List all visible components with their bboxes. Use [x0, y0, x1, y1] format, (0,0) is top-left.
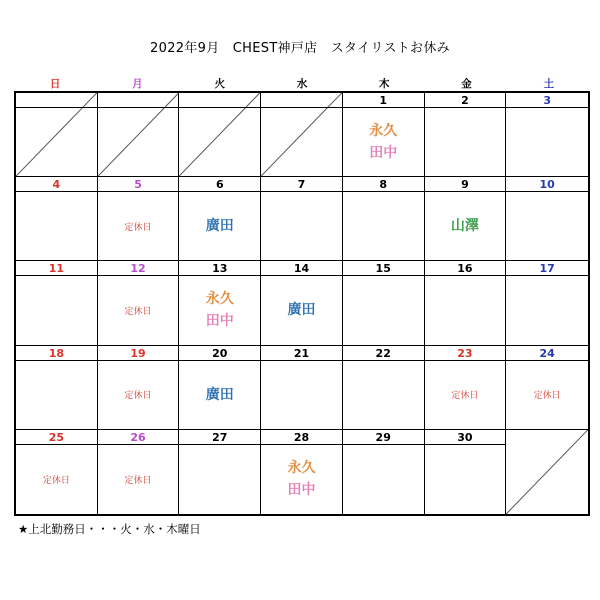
day-number: 3: [506, 93, 588, 108]
day-cell: [261, 177, 343, 261]
weekday-label: 金: [461, 78, 472, 90]
day-entries: [343, 445, 424, 514]
day-entries: [425, 361, 506, 429]
day-cell: [179, 346, 261, 430]
day-number: [261, 93, 342, 108]
day-cell: [98, 430, 180, 514]
day-cell: [179, 430, 261, 514]
day-number: 20: [179, 346, 260, 361]
day-number: 13: [179, 261, 260, 276]
day-number: 17: [506, 261, 588, 276]
day-entries: [343, 361, 424, 429]
day-number: 27: [179, 430, 260, 445]
day-cell: [179, 261, 261, 345]
day-entries: [343, 192, 424, 260]
empty-day-cell: [16, 93, 98, 177]
day-cell: [425, 177, 507, 261]
stylist-off-name: 山澤: [450, 218, 479, 235]
day-entries: [343, 108, 424, 176]
day-cell: [16, 346, 98, 430]
day-cell: [16, 430, 98, 514]
day-cell: [506, 177, 588, 261]
day-cell: [425, 261, 507, 345]
day-entries: [16, 276, 97, 344]
day-cell: [343, 177, 425, 261]
day-number: 19: [98, 346, 179, 361]
day-entries: [506, 192, 588, 260]
day-entries: [425, 445, 506, 514]
calendar-grid: [14, 91, 590, 516]
weekday-label: 水: [296, 78, 308, 90]
stylist-off-name: 永久: [369, 123, 398, 140]
day-cell: [261, 430, 343, 514]
day-entries: [179, 361, 260, 429]
day-number: 15: [343, 261, 424, 276]
day-number: 9: [425, 177, 506, 192]
day-cell: [98, 177, 180, 261]
closed-day-label: 定休日: [533, 391, 561, 402]
day-entries: [16, 445, 97, 514]
day-entries: [425, 276, 506, 344]
day-number: 8: [343, 177, 424, 192]
empty-day-cell: [261, 93, 343, 177]
day-entries: [425, 108, 506, 176]
day-entries: [261, 361, 342, 429]
stylist-off-name: 廣田: [205, 386, 234, 403]
day-number: 21: [261, 346, 342, 361]
day-cell: [506, 93, 588, 177]
day-entries: [98, 276, 179, 344]
day-number: 24: [506, 346, 588, 361]
day-cell: [425, 93, 507, 177]
day-number: 12: [98, 261, 179, 276]
day-number: 2: [425, 93, 506, 108]
closed-day-label: 定休日: [124, 306, 152, 317]
day-entries: [16, 361, 97, 429]
day-cell: [261, 261, 343, 345]
closed-day-label: 定休日: [451, 391, 479, 402]
day-number: 5: [98, 177, 179, 192]
day-entries: [16, 192, 97, 260]
day-cell: [425, 430, 507, 514]
day-entries: [343, 276, 424, 344]
empty-day-cell: [98, 93, 180, 177]
day-entries: [506, 276, 588, 344]
day-entries: [179, 276, 260, 344]
day-number: 25: [16, 430, 97, 445]
day-number: 16: [425, 261, 506, 276]
day-entries: [506, 108, 588, 176]
day-cell: [425, 346, 507, 430]
day-cell: [179, 177, 261, 261]
weekday-label: 月: [132, 78, 143, 90]
weekday-label: 火: [214, 78, 225, 90]
stylist-off-name: 永久: [205, 291, 234, 308]
day-number: 29: [343, 430, 424, 445]
stylist-off-name: 廣田: [205, 218, 234, 235]
closed-day-label: 定休日: [124, 475, 152, 486]
stylist-off-name: 永久: [287, 460, 316, 477]
day-number: 11: [16, 261, 97, 276]
day-number: 26: [98, 430, 179, 445]
stylist-off-name: 田中: [369, 145, 398, 162]
day-number: 1: [343, 93, 424, 108]
day-cell: [506, 346, 588, 430]
day-entries: [98, 445, 179, 514]
day-entries: [98, 361, 179, 429]
day-entries: [98, 192, 179, 260]
day-cell: [261, 346, 343, 430]
weekday-label: 日: [49, 78, 61, 90]
day-cell: [16, 177, 98, 261]
day-number: 28: [261, 430, 342, 445]
day-entries: [261, 276, 342, 344]
weekday-label: 木: [379, 78, 390, 90]
day-number: 10: [506, 177, 588, 192]
closed-day-label: 定休日: [124, 391, 152, 402]
day-number: 6: [179, 177, 260, 192]
empty-day-cell: [506, 430, 588, 514]
day-number: [98, 93, 179, 108]
day-entries: [261, 192, 342, 260]
day-cell: [343, 93, 425, 177]
day-number: 4: [16, 177, 97, 192]
stylist-off-name: 田中: [205, 313, 234, 330]
blank-day-slash: [506, 430, 588, 514]
day-number: [16, 93, 97, 108]
day-cell: [343, 430, 425, 514]
stylist-off-name: 廣田: [287, 302, 316, 319]
day-entries: [261, 445, 342, 514]
weekday-label: 土: [543, 78, 555, 90]
day-number: 14: [261, 261, 342, 276]
day-number: 23: [425, 346, 506, 361]
stylist-off-name: 田中: [287, 482, 316, 499]
day-number: [179, 93, 260, 108]
empty-day-cell: [179, 93, 261, 177]
day-cell: [16, 261, 98, 345]
day-cell: [98, 346, 180, 430]
closed-day-label: 定休日: [124, 222, 152, 233]
day-entries: [425, 192, 506, 260]
day-number: 30: [425, 430, 506, 445]
day-entries: [179, 445, 260, 514]
weekday-header-row: [14, 76, 590, 90]
day-cell: [343, 261, 425, 345]
day-number: 18: [16, 346, 97, 361]
day-number: 22: [343, 346, 424, 361]
closed-day-label: 定休日: [42, 475, 70, 486]
day-cell: [343, 346, 425, 430]
day-cell: [98, 261, 180, 345]
page-title: 2022年9月 CHEST神戸店 スタイリストお休み: [150, 41, 450, 56]
day-entries: [179, 192, 260, 260]
day-cell: [506, 261, 588, 345]
footnote: ★上北勤務日・・・火・水・木曜日: [18, 522, 201, 536]
day-number: 7: [261, 177, 342, 192]
day-entries: [506, 361, 588, 429]
